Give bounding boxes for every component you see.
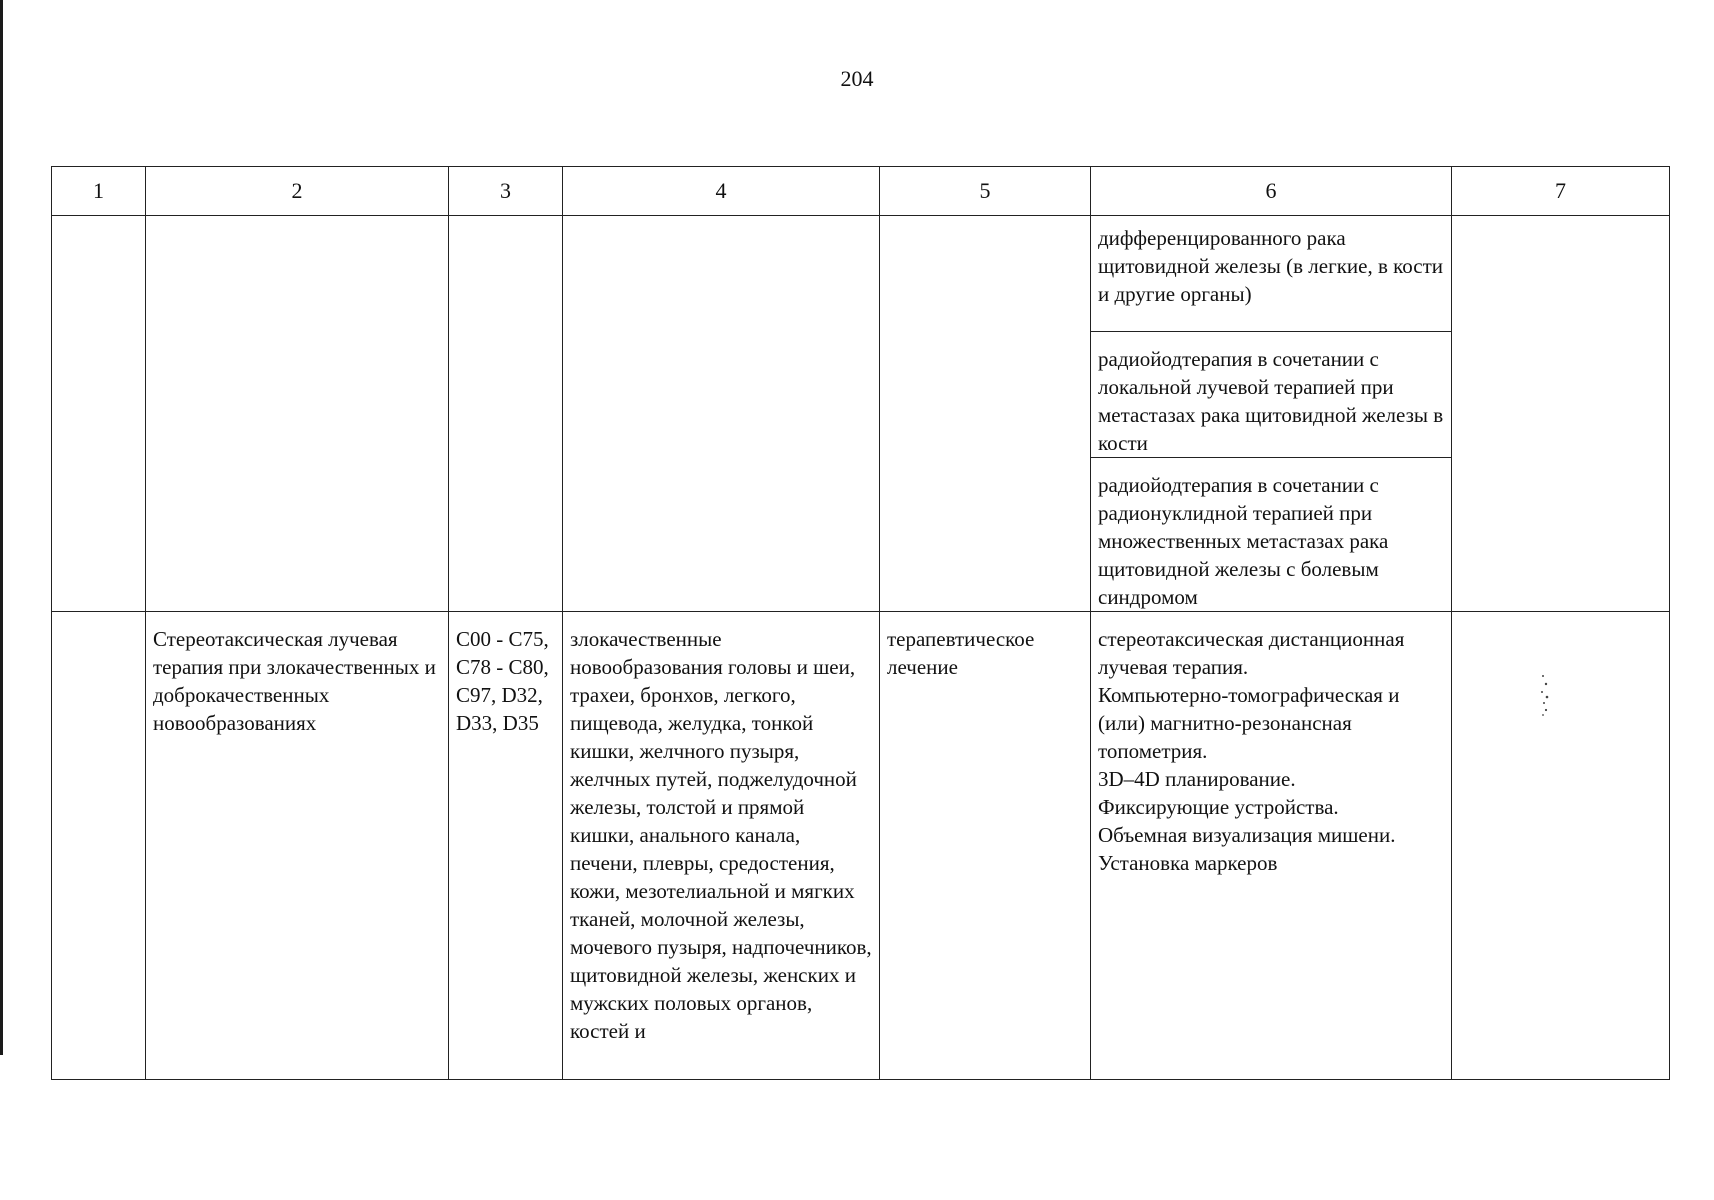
disease-model-cell: злокачественные новообразования головы и шеи, трахеи, бронхов, легкого, пищевода, желудка, тонкой кишки, желчного пузыря, желчных путей, поджелудочной железы, толстой и прямой кишки, анального канала, печени, плевры, средостения, кожи, мезотелиальной и мягких тканей, молочной железы, мочевого пузыря, надпочечников, щитовидной железы, женских и мужских половых органов, костей и — [563, 612, 880, 1080]
cont-method-2: радиойодтерапия в сочетании с локальной лучевой терапией при метастазах рака щитовидной железы в кости — [1091, 332, 1452, 458]
cont-cell-5 — [880, 216, 1091, 612]
method-line: стереотаксическая дистанционная лучевая терапия. — [1098, 627, 1405, 679]
column-header-4: 4 — [563, 167, 880, 216]
cont-cell-2 — [146, 216, 449, 612]
scan-artifact — [1540, 672, 1550, 718]
column-header-2: 2 — [146, 167, 449, 216]
treatment-profile-cell: Стереотаксическая лучевая терапия при злокачественных и доброкачественных новообразованиях — [146, 612, 449, 1080]
cont-cell-3 — [449, 216, 563, 612]
method-line: Объемная визуализация мишени. — [1098, 823, 1396, 847]
method-line: Установка маркеров — [1098, 851, 1278, 875]
cont-cell-7 — [1452, 216, 1670, 612]
cont-cell-1 — [52, 216, 146, 612]
table-row — [52, 612, 1670, 1080]
column-header-1: 1 — [52, 167, 146, 216]
cont-cell-4 — [563, 216, 880, 612]
data-table — [51, 166, 1670, 1080]
method-line: Фиксирующие устройства. — [1098, 795, 1339, 819]
treatment-type-cell: терапевтическое лечение — [880, 612, 1091, 1080]
method-line: 3D–4D планирование. — [1098, 767, 1296, 791]
method-line: Компьютерно-томографическая и (или) магнитно-резонансная топометрия. — [1098, 683, 1400, 763]
scan-edge — [0, 0, 3, 1055]
cost-cell — [1452, 612, 1670, 1080]
cont-method-3: радиойодтерапия в сочетании с радионуклидной терапией при множественных метастазах рака щитовидной железы с болевым синдромом — [1091, 458, 1452, 612]
column-header-5: 5 — [880, 167, 1091, 216]
cont-method-1: дифференцированного рака щитовидной железы (в легкие, в кости и другие органы) — [1091, 216, 1452, 332]
icd-codes-cell: C00 - C75, C78 - C80, C97, D32, D33, D35 — [449, 612, 563, 1080]
continuation-row — [52, 216, 1670, 332]
column-header-3: 3 — [449, 167, 563, 216]
page-number: 204 — [840, 66, 874, 91]
header-row — [52, 167, 1670, 216]
column-header-7: 7 — [1452, 167, 1670, 216]
row-number-cell — [52, 612, 146, 1080]
treatment-method-cell — [1091, 612, 1452, 1080]
column-header-6: 6 — [1091, 167, 1452, 216]
